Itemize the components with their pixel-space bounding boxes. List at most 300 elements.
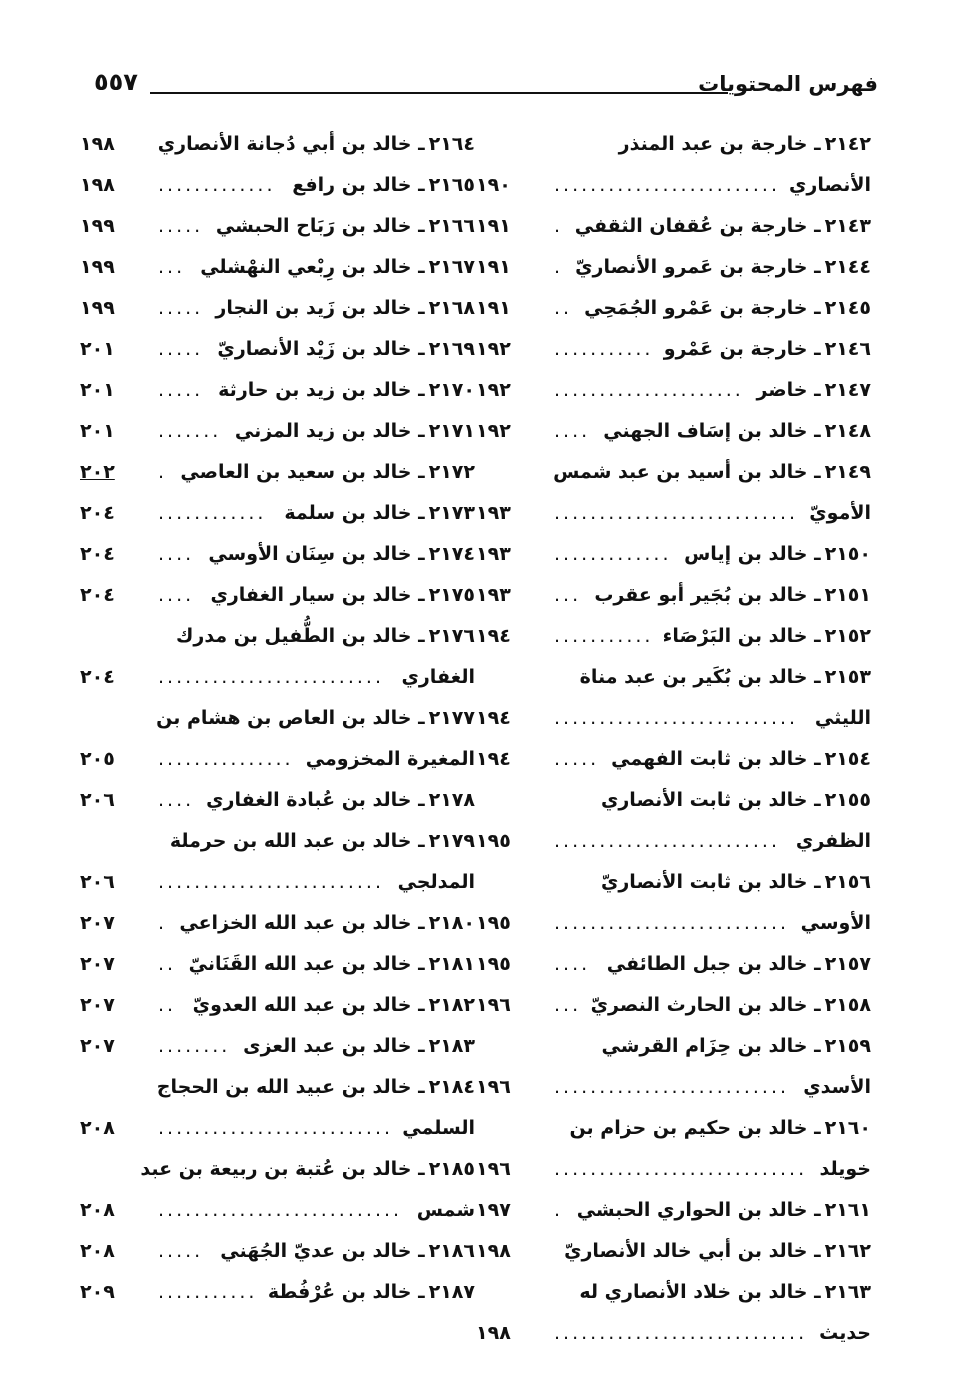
entry-number: ٢١٨٥ bbox=[428, 1158, 475, 1180]
index-entry bbox=[476, 452, 871, 493]
entry-page-number: ٢٠٧ bbox=[80, 1035, 115, 1057]
index-entry bbox=[80, 370, 475, 411]
index-entry bbox=[80, 821, 475, 862]
dot-leader: ..... bbox=[554, 748, 600, 770]
entry-text bbox=[235, 411, 475, 452]
entry-number: ٢١٤٢ bbox=[824, 133, 871, 155]
entry-text bbox=[564, 1231, 871, 1272]
entry-text bbox=[796, 821, 871, 862]
entry-page-number: ٢٠٤ bbox=[80, 584, 115, 606]
entry-page-number: ١٩٩ bbox=[80, 256, 115, 278]
entry-title: ـ خالد بن زيد المزني bbox=[234, 420, 425, 442]
entry-number: ٢١٤٣ bbox=[824, 215, 871, 237]
entry-number: ٢١٦٢ bbox=[824, 1240, 871, 1262]
entry-number: ٢١٨٦ bbox=[428, 1240, 475, 1262]
entry-text bbox=[579, 1272, 871, 1313]
entry-page-number: ١٩٨ bbox=[476, 1322, 511, 1344]
index-entry bbox=[80, 288, 475, 329]
entry-title: ـ خالد بن خلاد الأنصاري له bbox=[579, 1281, 821, 1303]
entry-text bbox=[664, 329, 871, 370]
dot-leader: .... bbox=[158, 789, 195, 811]
entry-text bbox=[684, 534, 871, 575]
entry-page-number: ٢٠١ bbox=[80, 379, 115, 401]
dot-leader: ......................... bbox=[554, 174, 780, 196]
dot-leader: ........................... bbox=[554, 707, 799, 729]
entry-title: ـ خالد بن ثابت الأنصاريّ bbox=[600, 871, 821, 893]
entry-title: ـ خارجة بن عُقفان الثقفي bbox=[574, 215, 821, 237]
entry-text bbox=[176, 616, 475, 657]
entry-page-number: ٢٠٨ bbox=[80, 1240, 115, 1262]
index-entry bbox=[80, 452, 475, 493]
entry-page-number: ١٩٨ bbox=[80, 133, 115, 155]
entry-text bbox=[601, 780, 871, 821]
entry-title: خويلد bbox=[819, 1158, 871, 1180]
entry-number: ٢١٨١ bbox=[428, 953, 475, 975]
entry-text bbox=[218, 370, 475, 411]
dot-leader: .... bbox=[158, 584, 195, 606]
entry-text bbox=[179, 903, 475, 944]
index-entry bbox=[476, 165, 871, 206]
index-entry bbox=[80, 1272, 475, 1313]
entry-text bbox=[206, 780, 475, 821]
index-entry bbox=[80, 862, 475, 903]
entry-title: ـ خالد بن سعيد بن العاصي bbox=[180, 461, 425, 483]
entry-title: ـ خالد بن العاص بن هشام بن bbox=[156, 707, 425, 729]
dot-leader: .... bbox=[158, 543, 195, 565]
dot-leader: ..... bbox=[158, 297, 204, 319]
entry-number: ٢١٨٢ bbox=[428, 994, 475, 1016]
dot-leader: .. bbox=[554, 297, 573, 319]
entry-number: ٢١٨٠ bbox=[428, 912, 475, 934]
entry-text bbox=[193, 985, 475, 1026]
entry-title: ـ خالد بن الحواري الحبشي bbox=[576, 1199, 821, 1221]
dot-leader: ..................... bbox=[554, 379, 744, 401]
entry-text bbox=[607, 944, 871, 985]
entry-title: الأنصاري bbox=[788, 174, 871, 196]
entry-text bbox=[170, 821, 475, 862]
entry-text bbox=[140, 1149, 475, 1190]
entry-title: ـ خالد بن عبد العزى bbox=[243, 1035, 425, 1057]
page-number: ٥٥٧ bbox=[94, 68, 138, 96]
entry-number: ٢١٧٠ bbox=[428, 379, 475, 401]
entry-title: ـ خالد بن أبي خالد الأنصاريّ bbox=[564, 1240, 821, 1262]
entry-text bbox=[306, 739, 475, 780]
entry-text bbox=[575, 206, 871, 247]
entry-number: ٢١٦٧ bbox=[428, 256, 475, 278]
index-entry bbox=[476, 206, 871, 247]
entry-number: ٢١٧٨ bbox=[428, 789, 475, 811]
entry-text bbox=[180, 452, 475, 493]
entry-page-number: ١٩٢ bbox=[476, 338, 511, 360]
entry-number: ٢١٧٣ bbox=[428, 502, 475, 524]
entry-text bbox=[591, 985, 871, 1026]
index-entry bbox=[476, 780, 871, 821]
entry-number: ٢١٥٠ bbox=[824, 543, 871, 565]
entry-number: ٢١٦٨ bbox=[428, 297, 475, 319]
entry-title: ـ خالد بن عبد الله الخزاعي bbox=[179, 912, 425, 934]
index-entry bbox=[476, 329, 871, 370]
entry-title: ـ خارجة بن عَمْرو الجُمَحِي bbox=[584, 297, 821, 319]
entry-text bbox=[819, 1313, 871, 1354]
entry-text bbox=[580, 657, 871, 698]
entry-title: ـ خالد بن عُرْفُطة bbox=[267, 1281, 425, 1303]
dot-leader: . bbox=[158, 461, 168, 483]
entry-number: ٢١٤٨ bbox=[824, 420, 871, 442]
index-entry bbox=[80, 903, 475, 944]
index-entry bbox=[476, 739, 871, 780]
entry-title: ـ خالد بن ثابت الأنصاري bbox=[600, 789, 821, 811]
index-entry bbox=[80, 329, 475, 370]
entry-page-number: ٢٠٤ bbox=[80, 502, 115, 524]
header-rule bbox=[150, 92, 728, 94]
entry-number: ٢١٥٢ bbox=[824, 625, 871, 647]
entry-text bbox=[215, 288, 475, 329]
entry-page-number: ١٩٥ bbox=[476, 953, 511, 975]
dot-leader: .......................... bbox=[554, 1076, 790, 1098]
dot-leader: ............................ bbox=[554, 1158, 808, 1180]
dot-leader: ......................... bbox=[554, 830, 780, 852]
entry-title: ـ خالد بن سيار الغفاري bbox=[210, 584, 425, 606]
entry-title: ـ خالد بن ثابت الفهمي bbox=[611, 748, 821, 770]
entry-text bbox=[601, 1026, 871, 1067]
index-entry bbox=[476, 247, 871, 288]
index-entry bbox=[80, 616, 475, 657]
dot-leader: ............... bbox=[158, 748, 294, 770]
dot-leader: ........... bbox=[554, 338, 654, 360]
index-entry bbox=[476, 370, 871, 411]
index-entry bbox=[80, 985, 475, 1026]
index-entry bbox=[476, 1067, 871, 1108]
entry-text bbox=[594, 575, 871, 616]
dot-leader: ..... bbox=[158, 379, 204, 401]
entry-title: المغيرة المخزومي bbox=[305, 748, 475, 770]
header-title: فهرس المحتويات bbox=[698, 72, 878, 96]
entry-number: ٢١٧٤ bbox=[428, 543, 475, 565]
entry-text bbox=[575, 247, 871, 288]
entry-number: ٢١٦٩ bbox=[428, 338, 475, 360]
entry-number: ٢١٨٧ bbox=[428, 1281, 475, 1303]
entry-page-number: ٢٠٨ bbox=[80, 1117, 115, 1139]
index-entry bbox=[476, 903, 871, 944]
entry-title: ـ خالد بن الحارث النصريّ bbox=[590, 994, 821, 1016]
entry-page-number: ١٩٥ bbox=[476, 912, 511, 934]
dot-leader: . bbox=[554, 1199, 564, 1221]
index-entry bbox=[476, 1149, 871, 1190]
entry-title: ـ خالد بن أسيد بن عبد شمس bbox=[553, 461, 821, 483]
entry-page-number: ٢٠١ bbox=[80, 338, 115, 360]
index-entry bbox=[476, 534, 871, 575]
dot-leader: ..... bbox=[158, 215, 204, 237]
entry-title: حديث bbox=[819, 1322, 871, 1344]
entry-page-number: ١٩٩ bbox=[80, 215, 115, 237]
entry-number: ٢١٧٦ bbox=[428, 625, 475, 647]
entry-text bbox=[569, 1108, 871, 1149]
dot-leader: ... bbox=[158, 256, 186, 278]
dot-leader: ........... bbox=[554, 625, 654, 647]
entry-title: الأمويّ bbox=[809, 502, 871, 524]
entry-number: ٢١٦١ bbox=[824, 1199, 871, 1221]
index-entry bbox=[80, 739, 475, 780]
entry-page-number: ٢٠٤ bbox=[80, 666, 115, 688]
dot-leader: ............................ bbox=[554, 1322, 808, 1344]
entry-page-number: ٢٠١ bbox=[80, 420, 115, 442]
entry-title: ـ خالد بن عُتبة بن ربيعة بن عبد bbox=[140, 1158, 425, 1180]
entry-number: ٢١٨٣ bbox=[428, 1035, 475, 1057]
entry-title: ـ خالد بن البَرْصَاء bbox=[662, 625, 821, 647]
entry-title: ـ خالد بن عبد الله القَنَانيّ bbox=[188, 953, 425, 975]
entry-number: ٢١٤٩ bbox=[824, 461, 871, 483]
index-column-right bbox=[476, 124, 871, 1354]
index-entry bbox=[80, 493, 475, 534]
entry-text bbox=[189, 944, 475, 985]
entry-title: المدلجي bbox=[397, 871, 475, 893]
index-entry bbox=[476, 288, 871, 329]
entry-text bbox=[809, 493, 871, 534]
dot-leader: ... bbox=[554, 994, 582, 1016]
entry-text bbox=[220, 1231, 475, 1272]
index-entry bbox=[80, 1108, 475, 1149]
entry-title: ـ خالد بن عبد الله العدويّ bbox=[192, 994, 425, 1016]
entry-title: الظفري bbox=[795, 830, 871, 852]
index-entry bbox=[476, 616, 871, 657]
index-entry bbox=[476, 1190, 871, 1231]
entry-page-number: ١٩٦ bbox=[476, 1158, 511, 1180]
entry-page-number: ١٩٩ bbox=[80, 297, 115, 319]
entry-page-number: ١٩٨ bbox=[80, 174, 115, 196]
entry-text bbox=[156, 698, 475, 739]
entry-page-number: ٢٠٤ bbox=[80, 543, 115, 565]
dot-leader: ........................... bbox=[554, 502, 799, 524]
index-entry bbox=[476, 985, 871, 1026]
entry-title: ـ خالد بن حكيم بن حزام بن bbox=[569, 1117, 821, 1139]
entry-page-number: ١٩١ bbox=[476, 297, 511, 319]
index-entry bbox=[476, 698, 871, 739]
entry-title: ـ خالد بن رَبَاح الحبشي bbox=[215, 215, 425, 237]
dot-leader: ....... bbox=[158, 420, 222, 442]
entry-page-number: ١٩٤ bbox=[476, 748, 511, 770]
index-entry bbox=[80, 124, 475, 165]
index-entry bbox=[80, 1067, 475, 1108]
dot-leader: .... bbox=[554, 953, 591, 975]
entry-title: ـ خالد بن رِبْعي النهْشلي bbox=[200, 256, 425, 278]
index-entry bbox=[476, 944, 871, 985]
entry-text bbox=[216, 206, 475, 247]
entry-page-number: ١٩٦ bbox=[476, 1076, 511, 1098]
entry-number: ٢١٥٩ bbox=[824, 1035, 871, 1057]
entry-text bbox=[803, 1067, 871, 1108]
entry-page-number: ١٩٤ bbox=[476, 625, 511, 647]
entry-title: ـ خالد بن سِنَان الأوسي bbox=[208, 543, 425, 565]
entry-title: السلمي bbox=[402, 1117, 475, 1139]
entry-page-number: ١٩١ bbox=[476, 215, 511, 237]
entry-page-number: ٢٠٦ bbox=[80, 871, 115, 893]
entry-title: ـ خالد بن زَيد بن النجار bbox=[215, 297, 425, 319]
entry-text bbox=[217, 329, 475, 370]
dot-leader: ............ bbox=[158, 502, 267, 524]
entry-title: ـ خاضر bbox=[756, 379, 821, 401]
index-entry bbox=[80, 1149, 475, 1190]
entry-text bbox=[801, 903, 871, 944]
entry-number: ٢١٦٥ bbox=[428, 174, 475, 196]
dot-leader: .......................... bbox=[554, 912, 790, 934]
entry-text bbox=[268, 1272, 475, 1313]
entry-text bbox=[663, 616, 871, 657]
index-entry bbox=[80, 206, 475, 247]
entry-number: ٢١٧٥ bbox=[428, 584, 475, 606]
index-entry bbox=[80, 411, 475, 452]
dot-leader: . bbox=[158, 912, 168, 934]
entry-page-number: ٢٠٧ bbox=[80, 912, 115, 934]
entry-number: ٢١٧١ bbox=[428, 420, 475, 442]
dot-leader: ..... bbox=[158, 338, 204, 360]
entry-title: ـ خارجة بن عَمرو الأنصاريّ bbox=[575, 256, 821, 278]
entry-number: ٢١٤٤ bbox=[824, 256, 871, 278]
entry-page-number: ١٩٢ bbox=[476, 379, 511, 401]
entry-title: ـ خالد بن حِزَام القرشي bbox=[601, 1035, 821, 1057]
entry-text bbox=[789, 165, 871, 206]
entry-title: الأوسي bbox=[800, 912, 871, 934]
dot-leader: ............. bbox=[158, 174, 276, 196]
index-entry bbox=[476, 1231, 871, 1272]
index-entry bbox=[476, 1108, 871, 1149]
entry-page-number: ١٩٣ bbox=[476, 543, 511, 565]
index-entry bbox=[80, 534, 475, 575]
entry-title: ـ خالد بن عبد الله بن حرملة bbox=[169, 830, 425, 852]
entry-number: ٢١٥٦ bbox=[824, 871, 871, 893]
dot-leader: . bbox=[554, 256, 564, 278]
index-entry bbox=[80, 247, 475, 288]
entry-number: ٢١٧٩ bbox=[428, 830, 475, 852]
entry-text bbox=[815, 698, 871, 739]
entry-text bbox=[584, 288, 871, 329]
entry-text bbox=[401, 657, 475, 698]
entry-page-number: ٢٠٧ bbox=[80, 953, 115, 975]
entry-number: ٢١٥٥ bbox=[824, 789, 871, 811]
entry-text bbox=[402, 1108, 475, 1149]
page-header bbox=[70, 62, 878, 106]
index-entry bbox=[80, 944, 475, 985]
entry-title: ـ خالد بن إياس bbox=[684, 543, 821, 565]
entry-number: ٢١٥٤ bbox=[824, 748, 871, 770]
entry-title: ـ خالد بن سلمة bbox=[284, 502, 425, 524]
dot-leader: ......................... bbox=[158, 666, 384, 688]
entry-number: ٢١٤٧ bbox=[824, 379, 871, 401]
index-entry bbox=[476, 1272, 871, 1313]
entry-number: ٢١٥١ bbox=[824, 584, 871, 606]
index-entry bbox=[476, 575, 871, 616]
entry-title: ـ خالد بن بُجَير أبو عقرب bbox=[594, 584, 821, 606]
index-entry bbox=[80, 657, 475, 698]
entry-title: الغفاري bbox=[401, 666, 475, 688]
entry-page-number: ٢٠٧ bbox=[80, 994, 115, 1016]
index-entry bbox=[80, 780, 475, 821]
entry-text bbox=[553, 452, 871, 493]
entry-title: ـ خارجة بن عَمْرو bbox=[663, 338, 821, 360]
dot-leader: . bbox=[554, 215, 564, 237]
entry-page-number: ١٩٠ bbox=[476, 174, 511, 196]
entry-page-number: ٢٠٨ bbox=[80, 1199, 115, 1221]
entry-page-number: ٢٠٥ bbox=[80, 748, 115, 770]
dot-leader: ........... bbox=[158, 1281, 258, 1303]
entry-page-number: ٢٠٢ bbox=[80, 461, 115, 483]
entry-title: ـ خالد بن الطُّفيل بن مدرك bbox=[176, 625, 425, 647]
dot-leader: ............. bbox=[554, 543, 672, 565]
dot-leader: ..... bbox=[158, 1240, 204, 1262]
entry-text bbox=[756, 370, 871, 411]
entry-text bbox=[210, 575, 475, 616]
entry-title: ـ خالد بن عُبادة الغفاري bbox=[206, 789, 425, 811]
entry-number: ٢١٥٨ bbox=[824, 994, 871, 1016]
entry-page-number: ١٩٧ bbox=[476, 1199, 511, 1221]
entry-text bbox=[611, 739, 871, 780]
entry-page-number: ١٩٢ bbox=[476, 420, 511, 442]
entry-number: ٢١٧٢ bbox=[428, 461, 475, 483]
entry-text bbox=[398, 862, 475, 903]
index-entry bbox=[80, 1231, 475, 1272]
entry-title: ـ خالد بن بُكَير بن عبد مناة bbox=[579, 666, 821, 688]
entry-page-number: ١٩٨ bbox=[476, 1240, 511, 1262]
entry-title: ـ خالد بن رافع bbox=[292, 174, 425, 196]
entry-text bbox=[577, 1190, 871, 1231]
entry-text bbox=[417, 1190, 475, 1231]
index-entry bbox=[476, 124, 871, 165]
index-entry bbox=[80, 165, 475, 206]
entry-title: ـ خالد بن زَيْد الأنصاريّ bbox=[217, 338, 425, 360]
entry-number: ٢١٤٥ bbox=[824, 297, 871, 319]
dot-leader: ......................... bbox=[158, 871, 384, 893]
dot-leader: .......................... bbox=[158, 1117, 394, 1139]
dot-leader: .. bbox=[158, 953, 177, 975]
index-entry bbox=[80, 1190, 475, 1231]
index-entry bbox=[476, 862, 871, 903]
entry-number: ٢١٦٣ bbox=[824, 1281, 871, 1303]
entry-text bbox=[208, 534, 475, 575]
index-entry bbox=[476, 1313, 871, 1354]
entry-text bbox=[603, 411, 871, 452]
entry-title: ـ خالد بن أبي دُجانة الأنصاري bbox=[157, 133, 425, 155]
dot-leader: ........................... bbox=[158, 1199, 403, 1221]
index-entry bbox=[476, 493, 871, 534]
entry-number: ٢١٥٧ bbox=[824, 953, 871, 975]
index-entry bbox=[80, 698, 475, 739]
entry-number: ٢١٦٠ bbox=[824, 1117, 871, 1139]
entry-title: ـ خالد بن عبيد الله بن الحجاج bbox=[156, 1076, 425, 1098]
entry-number: ٢١٦٦ bbox=[428, 215, 475, 237]
entry-page-number: ٢٠٦ bbox=[80, 789, 115, 811]
entry-page-number: ١٩٣ bbox=[476, 502, 511, 524]
entry-page-number: ١٩٣ bbox=[476, 584, 511, 606]
entry-number: ٢١٧٧ bbox=[428, 707, 475, 729]
dot-leader: ... bbox=[554, 584, 582, 606]
entry-text bbox=[619, 124, 871, 165]
entry-title: ـ خالد بن عديّ الجُهَني bbox=[220, 1240, 425, 1262]
entry-page-number: ١٩٦ bbox=[476, 994, 511, 1016]
entry-text bbox=[292, 165, 475, 206]
entry-title: الليثي bbox=[814, 707, 871, 729]
index-entry bbox=[476, 411, 871, 452]
entry-title: ـ خالد بن إسَاف الجهني bbox=[603, 420, 821, 442]
entry-text bbox=[601, 862, 871, 903]
entry-page-number: ١٩٤ bbox=[476, 707, 511, 729]
index-entry bbox=[476, 657, 871, 698]
entry-text bbox=[243, 1026, 475, 1067]
entry-page-number: ١٩١ bbox=[476, 256, 511, 278]
index-entry bbox=[476, 821, 871, 862]
dot-leader: .. bbox=[158, 994, 177, 1016]
dot-leader: ........ bbox=[158, 1035, 231, 1057]
entry-number: ٢١٤٦ bbox=[824, 338, 871, 360]
entry-title: ـ خالد بن زيد بن حارثة bbox=[218, 379, 425, 401]
